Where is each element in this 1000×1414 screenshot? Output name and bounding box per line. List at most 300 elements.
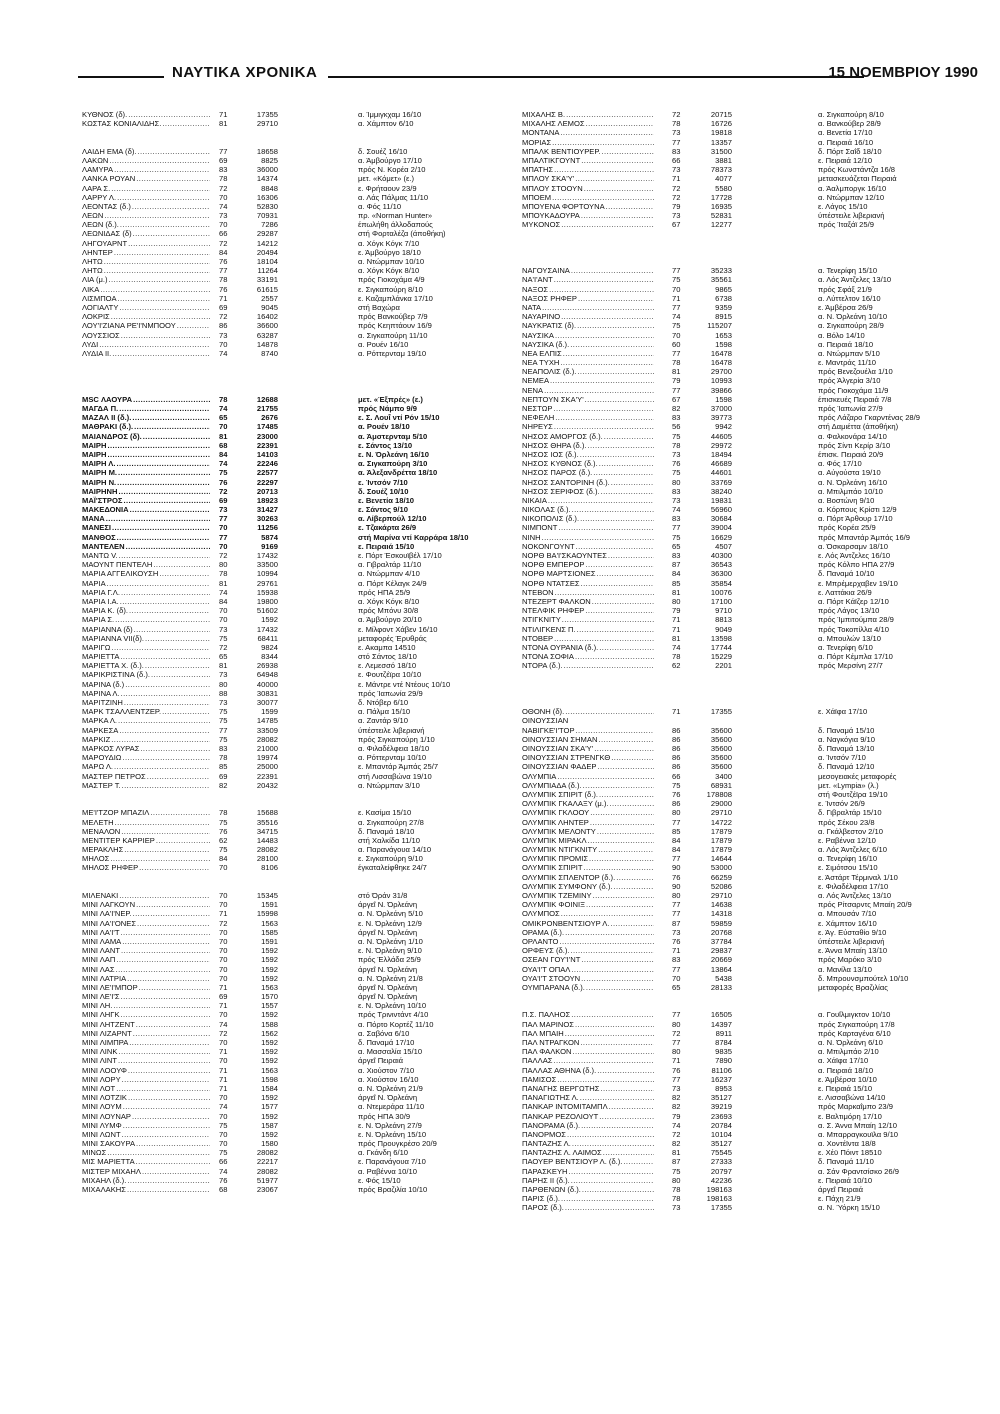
ship-name: ΜΙΝΙ ΛΟΤΖΙΚ .....: [82, 1093, 210, 1102]
build-year: 71: [672, 624, 681, 634]
build-year: 78: [219, 174, 228, 184]
tonnage: 12688: [256, 394, 278, 404]
ship-entry: [522, 468, 950, 477]
ship-entry: [522, 854, 950, 863]
tonnage: 15998: [256, 909, 278, 919]
ship-name: ΜΑΡΙΝΑ Λ. .....: [82, 689, 210, 698]
ship-entry: [522, 349, 950, 358]
ship-name: ΜΗΛΟΣ .....: [82, 854, 210, 863]
ship-name: ΜΑΚΕΔΟΝΙΑ .....: [82, 505, 210, 514]
ship-entry: [522, 863, 950, 872]
ship-position: έπωλήθη άλλοδαπούς: [358, 220, 433, 230]
tonnage: 51977: [256, 1175, 278, 1185]
build-year: 80: [672, 1047, 681, 1057]
ship-entry: [522, 128, 950, 137]
tonnage: 8915: [715, 312, 732, 322]
ship-name: ΟΛΥΜΠΙΚ ΜΕΛΟΝΤΥ .....: [522, 827, 654, 836]
tonnage: 3400: [715, 771, 732, 781]
tonnage: 28082: [256, 734, 278, 744]
build-year: 60: [672, 339, 681, 349]
build-year: 72: [672, 1028, 681, 1038]
ship-position: α. Ναγκόγια 9/10: [818, 734, 875, 744]
ship-name: ΜΙΝΙ ΛΑΤΡΙΑ .....: [82, 974, 210, 983]
ship-name: ΜΠΑΛΚ ΒΕΝΤΙΟΥΡΕΡ. .....: [522, 147, 654, 156]
ship-entry: [522, 873, 950, 882]
ship-entry: [82, 909, 498, 918]
ship-entry: [82, 478, 498, 487]
ship-name: ΛΗΤΩ .....: [82, 266, 210, 275]
ship-entry: [522, 744, 950, 753]
build-year: 77: [672, 137, 681, 147]
ship-entry: [82, 147, 498, 156]
ship-entry: [522, 478, 950, 487]
tonnage: 2676: [261, 413, 278, 423]
ship-entry: [82, 588, 498, 597]
ship-name: ΜΑΝΕΣΙ .....: [82, 523, 210, 532]
build-year: 66: [672, 771, 681, 781]
ship-name: ΠΑΝΟΡΜΟΣ .....: [522, 1130, 654, 1139]
build-year: 70: [219, 1129, 228, 1139]
ship-entry: [82, 395, 498, 404]
ship-entry: [522, 533, 950, 542]
ship-position: ε. Φουτζέϊρα 10/10: [358, 670, 422, 680]
build-year: 72: [672, 110, 681, 119]
ship-position: άργεΐ Ν. Όρλεάνη: [358, 964, 418, 974]
ship-name: ΛΑΚΩΝ .....: [82, 156, 210, 165]
build-year: 80: [672, 891, 681, 900]
ship-name: ΜΑΝΘΟΣ .....: [82, 533, 210, 542]
tonnage: 35561: [710, 275, 732, 285]
ship-position: ε. Μίλφοντ Χάβεν 16/10: [358, 624, 438, 634]
build-year: 75: [672, 321, 681, 331]
ship-position: α. Βοστώνη 9/10: [818, 495, 875, 505]
ship-entry: [522, 900, 950, 909]
tonnage: 4077: [715, 174, 732, 184]
build-year: 78: [672, 652, 681, 662]
ship-position: α. Χόγκ Κόγκ 8/10: [358, 596, 420, 606]
ship-entry: [522, 1084, 950, 1093]
tonnage: 11264: [257, 266, 278, 276]
build-year: 69: [219, 302, 228, 312]
build-year: 75: [219, 468, 228, 478]
ship-position: α. Πάλμα 15/10: [358, 707, 411, 717]
ship-entry: [522, 845, 950, 854]
ship-entry: [522, 514, 950, 523]
ship-entry: [522, 1148, 950, 1157]
ship-position: α. Μπαρραγκουϊλα 9/10: [818, 1129, 899, 1139]
build-year: 74: [672, 642, 681, 652]
ship-name: ΛΑΜΥΡΑ .....: [82, 165, 210, 174]
section-gap: [82, 873, 498, 891]
ship-position: στή Δαμιέττα (άποθήκη): [818, 422, 899, 432]
ship-name: ΜΙΝΙ ΛΑ'Ι'ΝΕΡ. .....: [82, 909, 210, 918]
ship-name: ΠΑΜΙΣΟΣ .....: [522, 1075, 654, 1084]
ship-name: ΝΙΝΗ .....: [522, 533, 654, 542]
tonnage: 7890: [715, 1056, 732, 1066]
tonnage: 18923: [256, 495, 278, 505]
ship-position: ε. Ν. Όρλεάνη 27/9: [358, 1120, 422, 1130]
ship-entry: [522, 808, 950, 817]
ship-position: πρός Κόλπο ΗΠΑ 27/9: [818, 560, 895, 570]
build-year: 70: [219, 339, 228, 349]
ship-position: α. Γκάλβεστον 2/10: [818, 826, 883, 836]
tonnage: 30684: [710, 514, 732, 524]
tonnage: 1591: [261, 900, 278, 910]
ship-name: ΜΙΝΙ ΛΗΓΚ .....: [82, 1010, 210, 1019]
ship-position: ε. Παρανάγουα 7/10: [358, 1157, 426, 1167]
ship-position: α. Ρουέν 16/10: [358, 339, 409, 349]
build-year: 70: [672, 330, 681, 340]
ship-name: ΜΙΝΙ ΛΑΠ .....: [82, 955, 210, 964]
ship-position: ε. Λεμεσσό 18/10: [358, 661, 417, 671]
ship-entry: [522, 220, 950, 229]
ship-position: α. Τενερίφη 16/10: [818, 854, 878, 864]
tonnage: 29710: [256, 119, 278, 129]
build-year: 79: [672, 606, 681, 616]
tonnage: 17728: [710, 192, 732, 202]
tonnage: 17879: [710, 845, 732, 855]
tonnage: 9169: [261, 541, 278, 551]
ship-position: δ. Παναμά 13/10: [818, 744, 875, 753]
ship-entry: [82, 1112, 498, 1121]
ship-name: ΛΥΔΙ .....: [82, 340, 210, 349]
ship-position: α. Άμβούργο 20/10: [358, 615, 422, 625]
ship-name: ΠΑΟΥΕΡ ΒΕΝΤΣΙΟΥΡ Λ. (δ.). .....: [522, 1157, 654, 1166]
tonnage: 1598: [715, 339, 732, 349]
ship-position: ε. Ν. Όρλεάνη 10/10: [358, 1001, 427, 1011]
tonnage: 31427: [256, 505, 278, 515]
ship-entry: [82, 643, 498, 652]
ship-position: α. Πόρτ Κέλαγκ 24/9: [358, 578, 427, 588]
tonnage: 81106: [711, 1065, 732, 1075]
ship-position: πρός Γιοκοχάμα 4/9: [358, 275, 425, 285]
ship-entry: [522, 376, 950, 385]
build-year: 86: [672, 734, 681, 744]
ship-name: ΜΕΝΤΙΤΕΡ ΚΑΡΡΙΕΡ .....: [82, 836, 210, 845]
build-year: 74: [219, 348, 228, 358]
ship-entry: [522, 1020, 950, 1029]
build-year: 70: [219, 1010, 228, 1020]
ship-position: πρός Βενεζουέλα 1/10: [818, 367, 893, 377]
ship-name: ΛΗΝΤΕΡ .....: [82, 248, 210, 257]
build-year: 80: [672, 808, 681, 818]
ship-position: στή Χαλκίδα 11/10: [358, 835, 420, 845]
ship-name: ΟΛΥΜΠΙΚ ΛΗΝΤΕΡ .....: [522, 818, 654, 827]
tonnage: 29761: [256, 578, 278, 588]
ship-name: ΜΠΟΥΕΝΑ ΦΟΡΤΟΥΝΑ .....: [522, 202, 654, 211]
ship-name: ΜΑΡΙΑ ΑΓΓΕΛΙΚΟΥΣΗ .....: [82, 569, 210, 578]
tonnage: 6738: [715, 293, 732, 303]
build-year: 81: [219, 578, 228, 588]
ship-position: ε. Κασίμα 15/10: [358, 808, 412, 818]
build-year: 65: [672, 541, 681, 551]
ship-position: ε. Άμβέρσα 10/10: [818, 1074, 877, 1084]
ship-name: ΝΕΜΕΑ .....: [522, 376, 654, 385]
ship-entry: [82, 1029, 498, 1038]
ship-position: πρός Ρίτσαρντς Μπαίη 20/9: [818, 900, 912, 910]
build-year: 83: [219, 743, 228, 753]
ship-entry: [522, 147, 950, 156]
ship-name: ΝΗΣΟΣ ΣΕΡΙΦΟΣ (δ.). .....: [522, 487, 654, 496]
ship-position: α. Ν. Όρλεάνη 16/10: [818, 477, 888, 487]
ship-entry: [82, 597, 498, 606]
ship-position: α. Φαλκονάρα 14/10: [818, 431, 887, 441]
build-year: 77: [672, 854, 681, 864]
tonnage: 15938: [256, 587, 278, 597]
build-year: 83: [219, 165, 228, 175]
build-year: 74: [219, 201, 228, 211]
ship-name: ΜΑΘΡΑΚΙ (δ.). .....: [82, 422, 210, 431]
ship-list-left-column: [82, 110, 498, 1194]
tonnage: 35600: [710, 744, 732, 753]
tonnage: 30263: [256, 514, 278, 524]
tonnage: 17355: [710, 1203, 732, 1213]
tonnage: 14212: [256, 238, 278, 248]
build-year: 65: [219, 413, 228, 423]
ship-name: ΝΤΙΛΙΓΚΕΝΣ Π. .....: [522, 625, 654, 634]
ship-position: α. Ν. Όρλεάνη 10/10: [818, 312, 888, 322]
tonnage: 14785: [256, 716, 278, 726]
ship-entry: [82, 992, 498, 1001]
ship-name: ΛΕΟΝΤΑΣ (δ.) .....: [82, 202, 210, 211]
build-year: 75: [219, 1148, 228, 1158]
ship-entry: [522, 1038, 950, 1047]
ship-entry: [82, 625, 498, 634]
ship-name: ΜΑΡΩ Λ. .....: [82, 762, 210, 771]
ship-position: ε. Χάμπτον 16/10: [818, 918, 877, 928]
ship-name: ΠΑΛ ΜΑΡΙΝΟΣ .....: [522, 1020, 654, 1029]
ship-entry: [82, 220, 498, 229]
ship-name: ΠΑΡΟΣ (δ.). .....: [522, 1203, 654, 1212]
ship-position: α. Άμβούργο 17/10: [358, 155, 422, 165]
ship-position: α. Ρουέν 18/10: [358, 422, 410, 432]
ship-position: α. Βενετία 17/10: [818, 128, 873, 138]
tonnage: 19831: [710, 495, 732, 505]
ship-entry: [522, 1102, 950, 1111]
ship-name: ΝΟΡΘ ΕΜΠΕΡΟΡ .....: [522, 560, 654, 569]
build-year: 74: [219, 1102, 228, 1112]
tonnage: 17355: [710, 707, 732, 717]
build-year: 77: [672, 1074, 681, 1084]
build-year: 77: [672, 302, 681, 312]
build-year: 87: [672, 560, 681, 570]
ship-entry: [522, 404, 950, 413]
ship-entry: [82, 459, 498, 468]
ship-entry: [522, 523, 950, 532]
ship-position: πρός Ίαπωνία 27/9: [818, 404, 883, 414]
ship-name: ΜΙΧΑΗΛ (δ.). .....: [82, 1176, 210, 1185]
build-year: 84: [219, 854, 228, 864]
build-year: 71: [219, 1047, 228, 1057]
ship-entry: [82, 202, 498, 211]
ship-name: ΝΟΡΘ ΝΤΑΤΣΕΣ .....: [522, 579, 654, 588]
ship-position: ε. Φρήταουν 23/9: [358, 183, 417, 193]
ship-entry: [82, 505, 498, 514]
ship-position: ε. Σάντος 13/10: [358, 440, 413, 450]
tonnage: 17432: [256, 624, 278, 634]
ship-position: α. Ντώρμπαν 5/10: [818, 348, 880, 358]
ship-position: α. Σιγκαπούρη 11/10: [358, 330, 428, 340]
tonnage: 115207: [707, 321, 732, 331]
build-year: 71: [672, 707, 681, 717]
ship-name: ΟΡΛΑΝΤΟ .....: [522, 937, 654, 946]
tonnage: 20713: [256, 486, 278, 496]
ship-position: ε. Λός Άντζελες 16/10: [818, 551, 891, 561]
ship-position: α. Ρόττερνταμ 19/10: [358, 348, 427, 358]
ship-entry: [82, 1066, 498, 1075]
tonnage: 4507: [715, 541, 732, 551]
ship-position: α. Ντώρμπαν 10/10: [358, 257, 425, 267]
ship-name: ΟΛΥΜΠΙΚ ΝΤΙΓΚΝΙΤΥ .....: [522, 845, 654, 854]
tonnage: 15229: [710, 652, 732, 662]
build-year: 73: [672, 1203, 681, 1213]
ship-position: ε. Λαττάκια 26/9: [818, 587, 872, 597]
ship-position: πρός Νάμπο 9/9: [358, 404, 417, 414]
ship-position: α. Χοντέϊντα 18/8: [818, 1139, 876, 1149]
tonnage: 44605: [710, 431, 732, 441]
ship-name: ΝΟΡΘ ΒΑ'Ι'ΣΚΑΟΥΝΤΕΣ .....: [522, 551, 654, 560]
tonnage: 20715: [710, 110, 732, 119]
ship-position: ε. Πειραιά 15/10: [358, 541, 415, 551]
ship-position: ε. Πειραιά 15/10: [818, 1083, 873, 1093]
ship-entry: [522, 1203, 950, 1212]
build-year: 78: [672, 358, 681, 368]
ship-entry: [522, 321, 950, 330]
ship-entry: [522, 156, 950, 165]
ship-position: δ. Παναμά 11/10: [818, 1157, 874, 1167]
tonnage: 1592: [261, 946, 278, 956]
tonnage: 1592: [261, 955, 278, 965]
ship-entry: [82, 919, 498, 928]
build-year: 83: [672, 146, 681, 156]
ship-name: ΜΑΙΡΗ Λ. .....: [82, 459, 210, 468]
ship-position: δ. Παναμά 12/10: [818, 762, 875, 772]
ship-position: ε. Άμβούργο 18/10: [358, 247, 421, 257]
ship-name: ΟΥΜΠΑΡΑΝΑ (δ.). .....: [522, 983, 654, 992]
build-year: 70: [219, 955, 228, 965]
ship-entry: [82, 661, 498, 670]
build-year: 70: [672, 973, 681, 983]
ship-name: ΟΙΝΟΥΣΣΙΑΝ ΦΑΔΕΡ .....: [522, 762, 654, 771]
build-year: 72: [219, 312, 228, 322]
tonnage: 198163: [706, 1185, 732, 1195]
ship-entry: [522, 818, 950, 827]
ship-name: ΠΑΛ ΦΑΛΚΟΝ .....: [522, 1047, 654, 1056]
ship-name: ΜΑΣΤΕΡ ΠΕΤΡΟΣ .....: [82, 772, 210, 781]
ship-name: ΜΙΝΙ ΛΑΝΤ .....: [82, 946, 210, 955]
ship-name: ΜΙΝΙ ΣΑΚΟΥΡΑ .....: [82, 1139, 210, 1148]
ship-position: ε. Σιγκαπούρη 9/10: [358, 854, 423, 864]
build-year: 72: [672, 183, 681, 193]
ship-name: ΜΠΑΤΗΣ .....: [522, 165, 654, 174]
ship-name: ΜΕΝΑΛΟΝ .....: [82, 827, 210, 836]
ship-position: α. Μανίλα 13/10: [818, 964, 872, 974]
ship-name: ΠΑΛ ΜΠΑΙΗ .....: [522, 1029, 654, 1038]
ship-position: ε. Λάγος 15/10: [818, 201, 868, 211]
ship-name: ΜΑΡΚΙΖ .....: [82, 735, 210, 744]
ship-name: ΠΑΝΚΑΡ ΙΝΤΟΜΙΤΑΜΠΛ .....: [522, 1102, 654, 1111]
ship-entry: [82, 404, 498, 413]
ship-position: δ. Σουέζ 16/10: [358, 146, 408, 156]
ship-entry: [82, 735, 498, 744]
ship-entry: [82, 974, 498, 983]
ship-name: ΟΛΥΜΠΙΚ ΦΟΙΝΙΞ .....: [522, 900, 654, 909]
build-year: 83: [672, 514, 681, 524]
build-year: 72: [219, 238, 228, 248]
tonnage: 18494: [710, 449, 732, 459]
tonnage: 1570: [261, 992, 278, 1002]
tonnage: 8740: [261, 348, 278, 358]
ship-position: πρός Σιγκαπούρη 1/10: [358, 734, 435, 744]
ship-position: στή Λισσαβώνα 19/10: [358, 771, 432, 781]
ship-position: μετασκευάζεται Πειραιά: [818, 174, 897, 184]
ship-entry: [82, 349, 498, 358]
ship-entry: [82, 174, 498, 183]
ship-position: ε. Άγ. Εύσταθίο 9/10: [818, 927, 887, 937]
ship-name: ΛΑΡΑ Σ. .....: [82, 184, 210, 193]
ship-position: ε. Βαλτιμόρη 17/10: [818, 1111, 882, 1121]
tonnage: 9835: [715, 1047, 732, 1057]
ship-name: ΛΙΑ (μ.) .....: [82, 275, 210, 284]
ship-position: πρός Βραζιλία 10/10: [358, 1185, 428, 1195]
ship-entry: [522, 119, 950, 128]
tonnage: 14374: [256, 174, 278, 184]
build-year: 78: [672, 440, 681, 450]
ship-name: ΠΑΡΑΣΚΕΥΗ .....: [522, 1167, 654, 1176]
build-year: 73: [672, 211, 681, 221]
ship-position: πρός Τοκοπίλλα 4/10: [818, 624, 889, 634]
build-year: 76: [219, 826, 228, 836]
ship-name: ΜΗΛΟΣ ΡΗΦΕΡ .....: [82, 863, 210, 872]
build-year: 78: [219, 753, 228, 763]
build-year: 75: [219, 817, 228, 827]
tonnage: 39773: [710, 413, 732, 423]
build-year: 71: [219, 1065, 228, 1075]
ship-name: ΛΑΝΚΑ ΡΟΥΑΝ .....: [82, 174, 210, 183]
ship-position: ε. Ακαμπα 14510: [358, 642, 416, 652]
tonnage: 20797: [710, 1166, 732, 1176]
ship-name: ΜΑΡΙΝΑ (δ.) .....: [82, 680, 210, 689]
build-year: 87: [672, 918, 681, 928]
tonnage: 16306: [256, 192, 278, 202]
header-rule-middle: [328, 76, 864, 78]
ship-entry: [522, 1066, 950, 1075]
ship-name: ΜΟΡΙΑΣ .....: [522, 138, 654, 147]
build-year: 77: [672, 909, 681, 919]
build-year: 77: [219, 146, 228, 156]
ship-position: ε. Άννα Μπαίη 13/10: [818, 946, 888, 956]
build-year: 84: [219, 449, 228, 459]
tonnage: 26938: [256, 661, 278, 671]
tonnage: 8784: [715, 1038, 732, 1048]
build-year: 82: [672, 1102, 681, 1112]
ship-name: ΝΗΣΟΣ ΘΗΡΑ (δ.). .....: [522, 441, 654, 450]
ship-position: α. Χιούστον 7/10: [358, 1065, 415, 1075]
tonnage: 1592: [261, 1038, 278, 1048]
tonnage: 1592: [261, 1093, 278, 1103]
build-year: 78: [219, 569, 228, 579]
build-year: 80: [672, 1019, 681, 1029]
ship-entry: [82, 1176, 498, 1185]
build-year: 76: [672, 1065, 681, 1075]
ship-name: ΝΕΣΤΩΡ .....: [522, 404, 654, 413]
ship-entry: [82, 156, 498, 165]
tonnage: 22217: [256, 1157, 278, 1167]
build-year: 81: [672, 633, 681, 643]
ship-position: ε. Ν. Όρλεάνη 16/10: [358, 449, 429, 459]
ship-entry: [82, 928, 498, 937]
build-year: 71: [672, 174, 681, 184]
